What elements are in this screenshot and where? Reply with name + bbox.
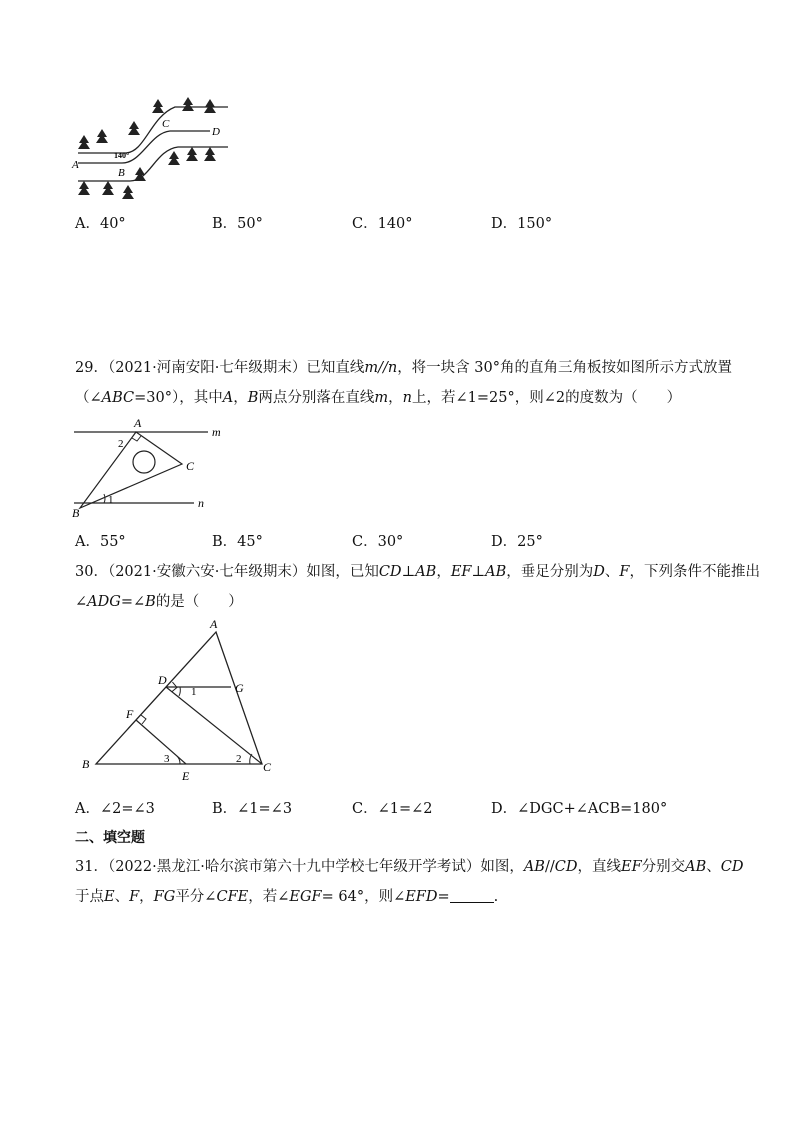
stem-text: ， <box>388 390 403 406</box>
math-symbol: // <box>544 859 555 875</box>
set-square-hole <box>133 451 155 473</box>
math-var: AB <box>685 859 707 875</box>
option-text: ∠DGC+∠ACB=180° <box>517 801 668 817</box>
math-var: AB <box>523 859 545 875</box>
option-letter: C． <box>352 801 378 817</box>
angle-3-arc <box>177 756 180 764</box>
q28-label-d: D <box>212 126 220 138</box>
stem-text: ， <box>233 390 248 406</box>
option-text: 140° <box>377 216 413 232</box>
math-var: FG <box>153 889 176 905</box>
math-var: D <box>593 564 605 580</box>
stem-text: 如图， <box>480 859 524 875</box>
option-text: ∠1=∠2 <box>377 801 433 817</box>
q28-option-a <box>75 214 126 234</box>
stem-text: = <box>437 889 450 905</box>
q30-option-d <box>491 799 667 819</box>
segment-dc <box>166 687 262 764</box>
q30-label-g: G <box>235 681 244 695</box>
tree-icon <box>168 151 180 165</box>
math-var: ADG <box>87 594 121 610</box>
math-var: F <box>129 889 140 905</box>
math-var: EF <box>620 859 642 875</box>
q29-label-n: n <box>198 496 204 510</box>
question-number: 31． <box>75 859 108 875</box>
q31-stem-line-2 <box>75 887 498 907</box>
math-var: ABC <box>101 390 135 406</box>
math-symbol: ∠ <box>75 594 88 610</box>
road-line-bottom <box>78 147 228 181</box>
stem-text: =30°），其中 <box>134 390 223 406</box>
q30-label-e: E <box>182 769 190 783</box>
tree-icon <box>186 147 198 161</box>
math-symbol: =∠ <box>120 594 146 610</box>
stem-text: ， <box>139 889 154 905</box>
tree-icon <box>182 97 194 111</box>
option-text: 40° <box>99 216 126 232</box>
option-letter: A． <box>75 534 100 550</box>
question-source: （2021·安徽六安·七年级期末） <box>107 564 307 580</box>
stem-text: ，将一块含 30°角的直角三角板按如图所示方式放置 <box>397 360 732 376</box>
tree-icon <box>128 121 140 135</box>
math-var: n <box>402 390 412 406</box>
q28-option-c <box>352 214 413 234</box>
option-letter: D． <box>491 216 518 232</box>
q29-label-2: 2 <box>118 438 124 450</box>
option-text: 30° <box>377 534 404 550</box>
option-letter: D． <box>491 801 518 817</box>
q28-label-b: B <box>118 167 125 179</box>
question-source: （2021·河南安阳·七年级期末） <box>107 360 307 376</box>
answer-blank[interactable] <box>450 888 494 903</box>
angle-1-arc <box>179 687 180 696</box>
option-letter: D． <box>491 534 518 550</box>
q28-label-c: C <box>162 118 170 130</box>
stem-text: 、 <box>604 564 620 580</box>
q30-option-b <box>212 799 292 819</box>
math-symbol: ⊥ <box>471 564 486 580</box>
question-source: （2022·黑龙江·哈尔滨市第六十九中学校七年级开学考试） <box>107 859 481 875</box>
q29-label-1: 1 <box>108 494 114 506</box>
option-letter: A． <box>75 216 100 232</box>
tree-icon <box>122 185 134 199</box>
option-text: ∠1=∠3 <box>237 801 293 817</box>
stem-text: 平分∠ <box>175 889 217 905</box>
q31-stem-line-1 <box>75 857 744 877</box>
option-text: ∠2=∠3 <box>99 801 155 817</box>
q29-option-b <box>212 532 263 552</box>
q30-figure <box>76 618 286 784</box>
stem-text: 已知直线 <box>306 360 365 376</box>
math-var: AB <box>415 564 437 580</box>
math-var: F <box>619 564 630 580</box>
q30-stem-line-2 <box>75 592 243 612</box>
q28-option-d <box>491 214 552 234</box>
option-text: 55° <box>99 534 126 550</box>
math-var: AB <box>485 564 507 580</box>
q29-option-a <box>75 532 126 552</box>
tree-icon <box>204 99 216 113</box>
q29-label-b: B <box>72 506 80 520</box>
q30-label-c: C <box>263 760 272 774</box>
set-square <box>80 432 182 508</box>
stem-text: = 64°，则∠ <box>321 889 406 905</box>
stem-text: 如图，已知 <box>306 564 379 580</box>
q28-figure <box>70 95 240 205</box>
stem-text: . <box>493 889 499 905</box>
q30-label-3: 3 <box>164 753 170 765</box>
question-number: 29． <box>75 360 108 376</box>
q30-stem-line-1 <box>75 562 760 582</box>
q29-figure <box>70 416 230 520</box>
stem-text: ，直线 <box>577 859 621 875</box>
stem-text: （∠ <box>75 390 102 406</box>
stem-text: 上，若∠1=25°，则∠2的度数为（ ） <box>412 390 682 406</box>
stem-text: 分别交 <box>641 859 686 875</box>
stem-text: ，下列条件不能推出 <box>629 564 760 580</box>
right-angle-mark-f <box>141 715 146 724</box>
math-var: E <box>104 889 115 905</box>
tree-icon <box>152 99 164 113</box>
q29-stem-line-2 <box>75 388 681 408</box>
question-number: 30． <box>75 564 108 580</box>
math-var: B <box>247 390 259 406</box>
q30-label-a: A <box>210 618 218 631</box>
tree-icon <box>78 181 90 195</box>
math-var: CFE <box>216 889 249 905</box>
q30-option-a <box>75 799 155 819</box>
road-line-top <box>78 107 228 153</box>
q29-stem-line-1 <box>75 358 732 378</box>
tree-icon <box>102 181 114 195</box>
option-letter: B． <box>212 216 238 232</box>
q30-option-c <box>352 799 433 819</box>
math-var: m <box>374 390 389 406</box>
stem-text: ，垂足分别为 <box>506 564 594 580</box>
stem-text: 、 <box>706 859 721 875</box>
q30-label-d: D <box>158 673 167 687</box>
stem-text: ， <box>436 564 451 580</box>
q29-label-m: m <box>212 425 221 439</box>
option-text: 150° <box>517 216 553 232</box>
q29-option-d <box>491 532 543 552</box>
right-angle-mark <box>132 436 141 441</box>
q30-label-2: 2 <box>236 753 242 765</box>
tree-icon <box>96 129 108 143</box>
q30-label-1: 1 <box>191 686 197 698</box>
tree-icon <box>134 167 146 181</box>
math-var: EGF <box>289 889 322 905</box>
option-letter: C． <box>352 216 378 232</box>
q28-label-angle: 140° <box>114 151 130 160</box>
q30-label-f: F <box>126 707 134 721</box>
q28-label-a: A <box>72 159 79 171</box>
math-var: A <box>222 390 234 406</box>
math-var: EF <box>450 564 472 580</box>
option-text: 45° <box>237 534 263 550</box>
tree-icon <box>78 135 90 149</box>
stem-text: 两点分别落在直线 <box>258 390 375 406</box>
option-letter: C． <box>352 534 378 550</box>
option-text: 25° <box>517 534 543 550</box>
option-letter: A． <box>75 801 100 817</box>
math-var: CD <box>378 564 402 580</box>
trees <box>78 97 216 199</box>
stem-text: 于点 <box>75 889 104 905</box>
math-var: EFD <box>405 889 438 905</box>
q29-label-c: C <box>186 459 195 473</box>
math-expression: m//n <box>364 360 398 376</box>
stem-text: 、 <box>114 889 130 905</box>
angle-1-arc <box>104 494 105 503</box>
math-symbol: ⊥ <box>401 564 416 580</box>
math-var: CD <box>720 859 744 875</box>
q28-option-b <box>212 214 263 234</box>
stem-text: ，若∠ <box>248 889 290 905</box>
q29-label-a: A <box>134 416 142 430</box>
section-title: 二、填空题 <box>75 830 145 846</box>
option-letter: B． <box>212 534 238 550</box>
math-var: CD <box>554 859 578 875</box>
option-letter: B． <box>212 801 238 817</box>
q30-label-b: B <box>82 757 90 771</box>
q29-option-c <box>352 532 403 552</box>
math-var: B <box>145 594 156 610</box>
stem-text: 的是（ ） <box>155 594 243 610</box>
option-text: 50° <box>237 216 263 232</box>
tree-icon <box>204 147 216 161</box>
